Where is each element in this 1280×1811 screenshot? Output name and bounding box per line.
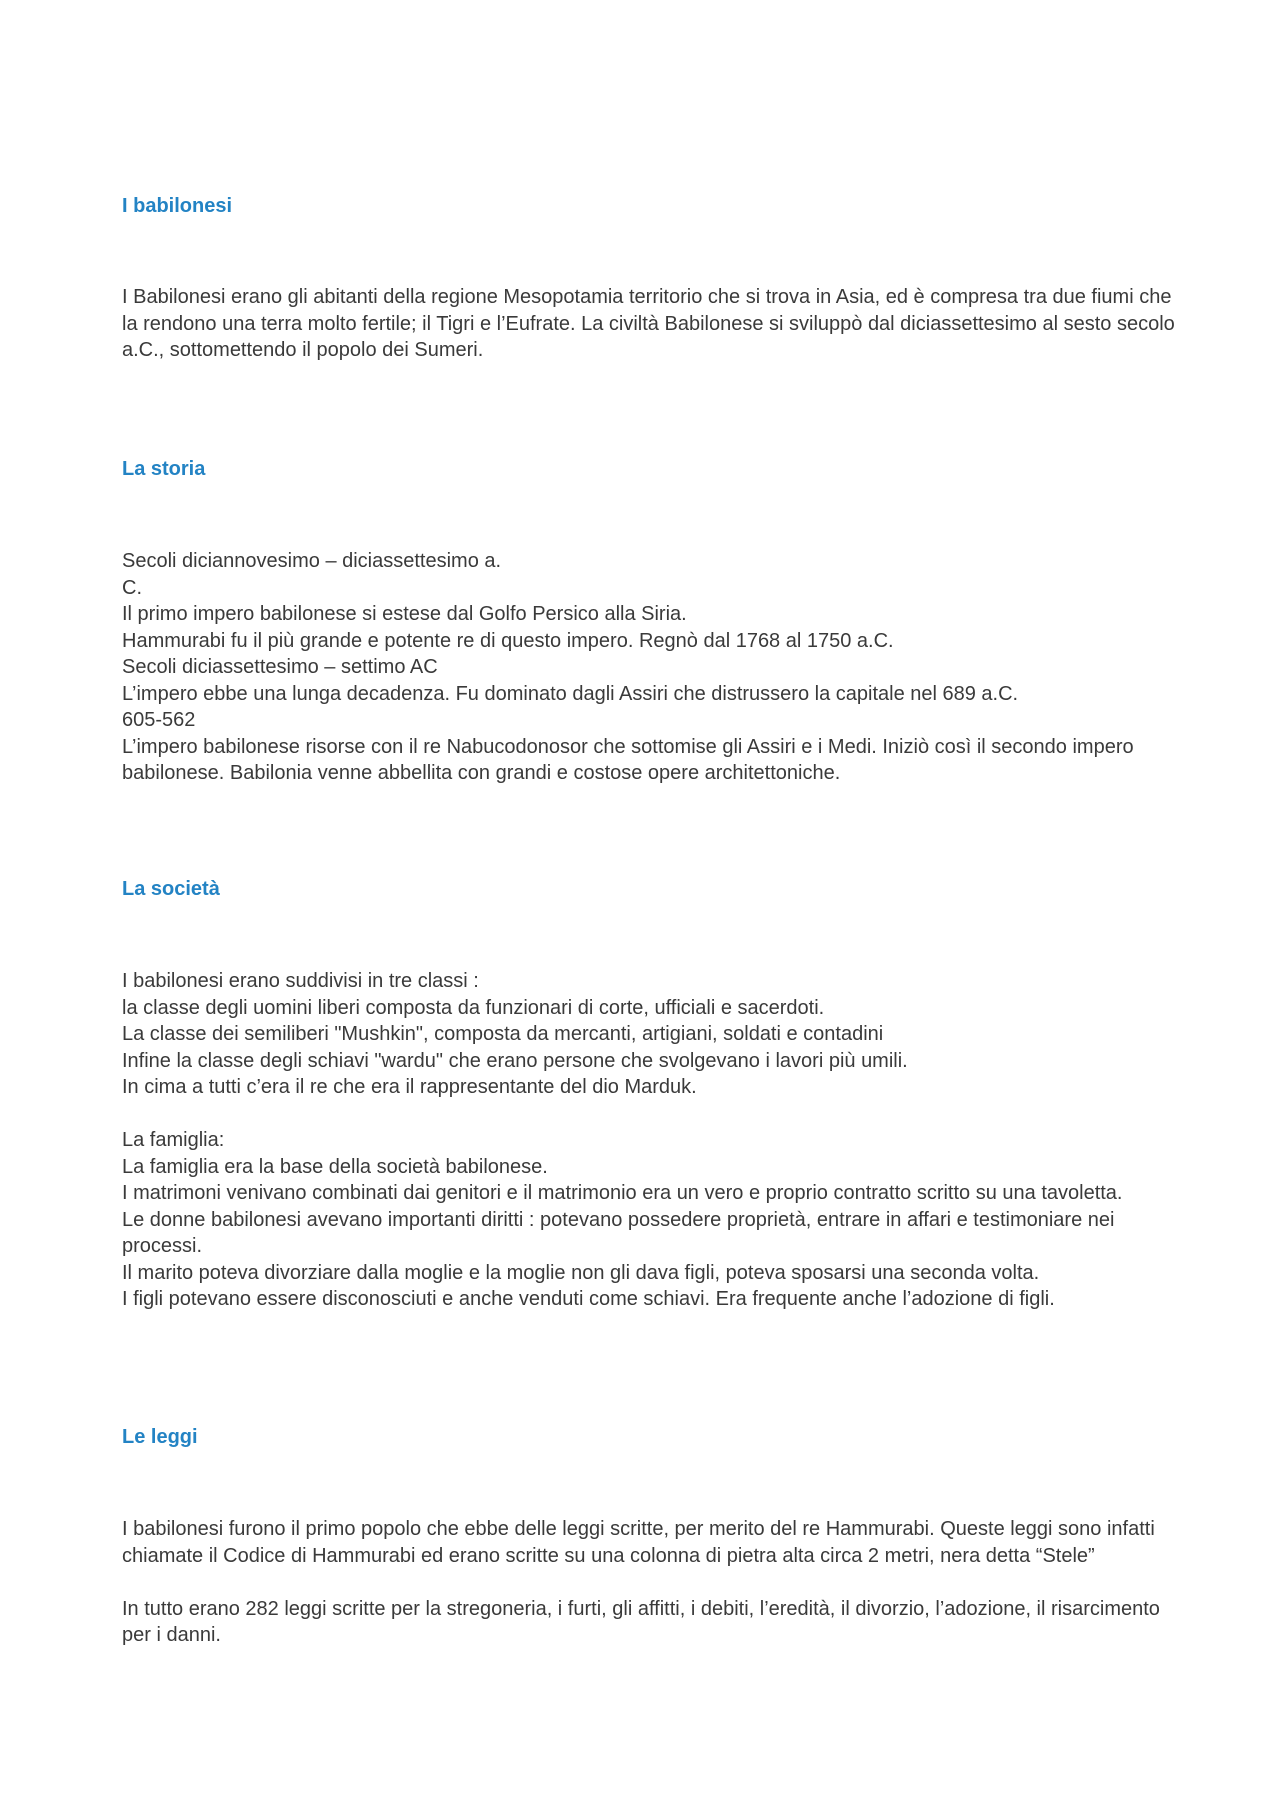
spacer (122, 1101, 1182, 1128)
heading-leggi: Le leggi (122, 1426, 198, 1448)
text-line: Il primo impero babilonese si estese dal Golfo Persico alla Siria. (122, 603, 687, 625)
text-line: Il marito poteva divorziare dalla moglie e la moglie non gli dava figli, poteva sposarsi una seconda volta. (122, 1261, 1040, 1284)
heading-societa: La società (122, 878, 220, 900)
heading-babilonesi: I babilonesi (122, 195, 233, 217)
text-line: La classe dei semiliberi "Mushkin", composta da mercanti, artigiani, soldati e contadini (122, 1023, 884, 1045)
text-line: Secoli diciannovesimo – diciassettesimo a. (122, 550, 502, 572)
text-line: In cima a tutti c’era il re che era il rappresentante del dio Marduk. (122, 1076, 697, 1098)
text-line: I figli potevano essere disconosciuti e anche venduti come schiavi. Era frequente anche l’adozione di figli. (122, 1288, 1055, 1310)
paragraph: I Babilonesi erano gli abitanti della regione Mesopotamia territorio che si trova in Asia, ed è compresa tra due fiumi che la rendono una terra molto fertile; il Tigri e l’Eufrate. La civiltà Babilonese si sviluppò dal diciassettesimo al sesto secolo a.C., sottomettendo il popolo dei Sumeri. (122, 286, 1175, 361)
text-line: Hammurabi fu il più grande e potente re di questo impero. Regnò dal 1768 al 1750 a.C. (122, 629, 894, 652)
text-line: 605-562 (122, 709, 196, 731)
paragraph: I babilonesi furono il primo popolo che ebbe delle leggi scritte, per merito del re Hammurabi. Queste leggi sono infatti chiamate il Codice di Hammurabi ed erano scritte su una colonna di pietra alta circa 2 metri, nera detta “Stele” (122, 1518, 1155, 1567)
section-babilonesi-body (122, 284, 1182, 364)
text-line: I matrimoni venivano combinati dai genitori e il matrimonio era un vero e proprio contratto scritto su una tavoletta. (122, 1182, 1123, 1204)
text-line: la classe degli uomini liberi composta da funzionari di corte, ufficiali e sacerdoti. (122, 996, 825, 1019)
text-line: I babilonesi erano suddivisi in tre classi : (122, 970, 479, 992)
text-line: Secoli diciassettesimo – settimo AC (122, 656, 438, 678)
text-line: L’impero babilonese risorse con il re Nabucodonosor che sottomise gli Assiri e i Medi. Iniziò così il secondo impero babilonese. Babilonia venne abbellita con grandi e costose opere architettoniche. (122, 735, 1134, 784)
text-line: Le donne babilonesi avevano importanti diritti : potevano possedere proprietà, entrare in affari e testimoniare nei processi. (122, 1208, 1115, 1257)
text-line: La famiglia: (122, 1129, 225, 1151)
paragraph: In tutto erano 282 leggi scritte per la stregoneria, i furti, gli affitti, i debiti, l’eredità, il divorzio, l’adozione, il risarcimento per i danni. (122, 1597, 1160, 1646)
heading-storia: La storia (122, 458, 206, 480)
spacer (122, 1569, 1182, 1596)
section-societa-body (122, 968, 1182, 1313)
section-leggi-body (122, 1516, 1182, 1649)
text-line: Infine la classe degli schiavi "wardu" che erano persone che svolgevano i lavori più umili. (122, 1049, 908, 1072)
section-storia-body (122, 548, 1182, 787)
text-line: L’impero ebbe una lunga decadenza. Fu dominato dagli Assiri che distrussero la capitale nel 689 a.C. (122, 682, 1019, 705)
text-line: La famiglia era la base della società babilonese. (122, 1155, 548, 1178)
text-line: C. (122, 576, 142, 599)
